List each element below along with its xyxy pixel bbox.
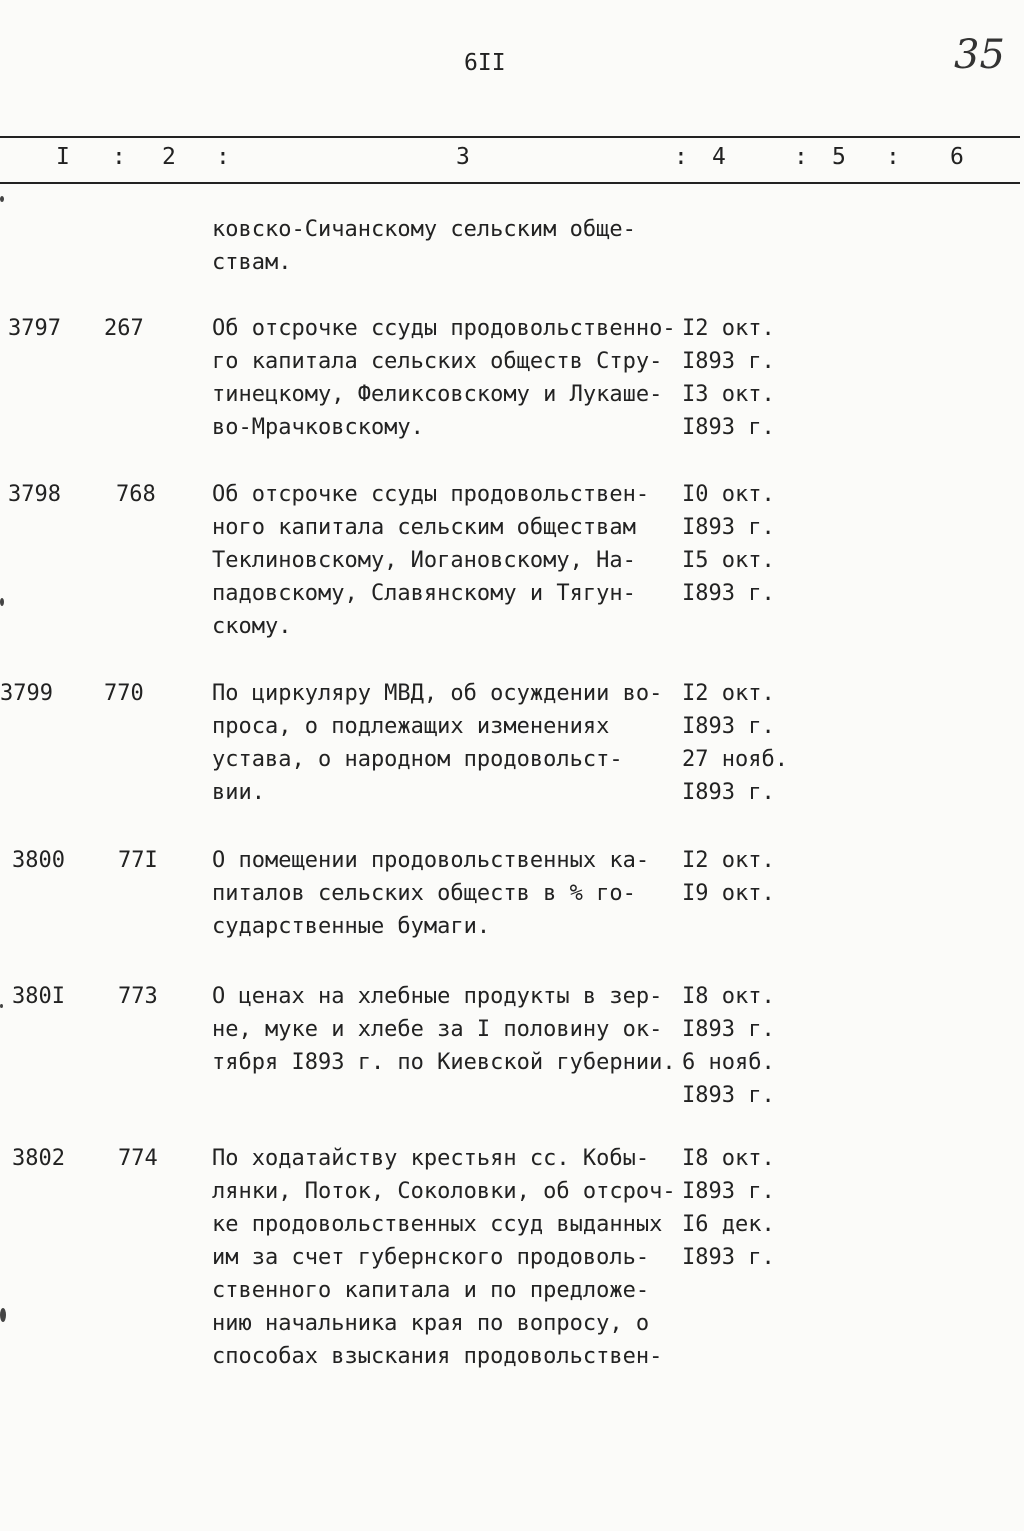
row-description [212, 677, 662, 809]
continuation-description [212, 213, 636, 279]
date-line: I893 г. [682, 1083, 775, 1108]
row-number: 3802 [12, 1146, 65, 1171]
date-line: I3 окт. [682, 382, 775, 407]
row-number: 3799 [0, 681, 53, 706]
row-description [212, 1142, 676, 1373]
description-line: тинецкому, Феликсовскому и Лукаше- [212, 382, 663, 407]
scan-mark [0, 1308, 6, 1322]
description-line: скому. [212, 614, 292, 639]
column-header-2: 2 [162, 144, 176, 170]
description-line: им за счет губернского продоволь- [212, 1245, 650, 1270]
column-header-1: I [56, 144, 70, 170]
date-line: I6 дек. [682, 1212, 775, 1237]
row-description [212, 478, 649, 643]
row-code: 774 [118, 1146, 158, 1171]
description-line: го капитала сельских обществ Стру- [212, 349, 663, 374]
description-line: По ходатайству крестьян сс. Кобы- [212, 1146, 650, 1171]
date-line: I893 г. [682, 714, 775, 739]
header-bottom-rule [0, 182, 1020, 184]
description-line: ственного капитала и по предложе- [212, 1278, 650, 1303]
description-line: сударственные бумаги. [212, 914, 491, 939]
column-separator: : [216, 144, 230, 170]
date-line: I9 окт. [682, 881, 775, 906]
description-line: тября I893 г. по Киевской губернии. [212, 1050, 676, 1075]
column-separator: : [112, 144, 126, 170]
row-number: 3797 [8, 316, 61, 341]
row-code: 77I [118, 848, 158, 873]
description-line: По циркуляру МВД, об осуждении во- [212, 681, 663, 706]
scan-mark [0, 598, 4, 606]
scan-mark [0, 1004, 3, 1008]
description-line: Теклиновскому, Иогановскому, На- [212, 548, 636, 573]
row-number: 3800 [12, 848, 65, 873]
description-line: ного капитала сельским обществам [212, 515, 636, 540]
description-line: нию начальника края по вопросу, о [212, 1311, 650, 1336]
description-line: О помещении продовольственных ка- [212, 848, 650, 873]
date-line: I893 г. [682, 780, 775, 805]
date-line: I893 г. [682, 1245, 775, 1270]
date-line: I893 г. [682, 515, 775, 540]
date-line: I893 г. [682, 349, 775, 374]
description-line: проса, о подлежащих изменениях [212, 714, 610, 739]
date-line: I2 окт. [682, 316, 775, 341]
description-line: ке продовольственных ссуд выданных [212, 1212, 663, 1237]
description-line: падовскому, Славянскому и Тягун- [212, 581, 636, 606]
row-code: 267 [104, 316, 144, 341]
row-description [212, 844, 649, 943]
folio-number: 35 [954, 32, 1005, 78]
description-line: питалов сельских обществ в % го- [212, 881, 636, 906]
date-line: I893 г. [682, 1179, 775, 1204]
row-code: 770 [104, 681, 144, 706]
page-number: 6II [464, 50, 506, 76]
row-dates [682, 312, 775, 444]
column-header-5: 5 [832, 144, 846, 170]
row-dates [682, 1142, 775, 1274]
row-number: 3798 [8, 482, 61, 507]
row-code: 773 [118, 984, 158, 1009]
date-line: I893 г. [682, 415, 775, 440]
description-line: способах взыскания продовольствен- [212, 1344, 663, 1369]
column-separator: : [674, 144, 688, 170]
row-dates [682, 844, 775, 910]
description-line: ковско-Сичанскому сельским обще- [212, 217, 636, 242]
row-dates [682, 478, 775, 610]
row-dates [682, 677, 788, 809]
date-line: I0 окт. [682, 482, 775, 507]
date-line: 6 нояб. [682, 1050, 775, 1075]
description-line: О ценах на хлебные продукты в зер- [212, 984, 663, 1009]
date-line: I2 окт. [682, 681, 775, 706]
column-header-4: 4 [712, 144, 726, 170]
description-line: Об отсрочке ссуды продовольственно- [212, 316, 676, 341]
column-separator: : [794, 144, 808, 170]
description-line: во-Мрачковскому. [212, 415, 424, 440]
date-line: I893 г. [682, 1017, 775, 1042]
description-line: устава, о народном продовольст- [212, 747, 623, 772]
row-description [212, 312, 676, 444]
column-separator: : [886, 144, 900, 170]
date-line: I2 окт. [682, 848, 775, 873]
description-line: Об отсрочке ссуды продовольствен- [212, 482, 650, 507]
header-top-rule [0, 136, 1020, 138]
date-line: I8 окт. [682, 984, 775, 1009]
row-code: 768 [116, 482, 156, 507]
date-line: I893 г. [682, 581, 775, 606]
date-line: I5 окт. [682, 548, 775, 573]
description-line: лянки, Поток, Соколовки, об отсроч- [212, 1179, 676, 1204]
date-line: 27 нояб. [682, 747, 788, 772]
date-line: I8 окт. [682, 1146, 775, 1171]
description-line: не, муке и хлебе за I половину ок- [212, 1017, 663, 1042]
column-header-6: 6 [950, 144, 964, 170]
row-description [212, 980, 676, 1079]
scan-mark [0, 196, 4, 202]
row-number: 380I [12, 984, 65, 1009]
row-dates [682, 980, 775, 1112]
description-line: вии. [212, 780, 265, 805]
column-header-3: 3 [456, 144, 470, 170]
description-line: ствам. [212, 250, 292, 275]
